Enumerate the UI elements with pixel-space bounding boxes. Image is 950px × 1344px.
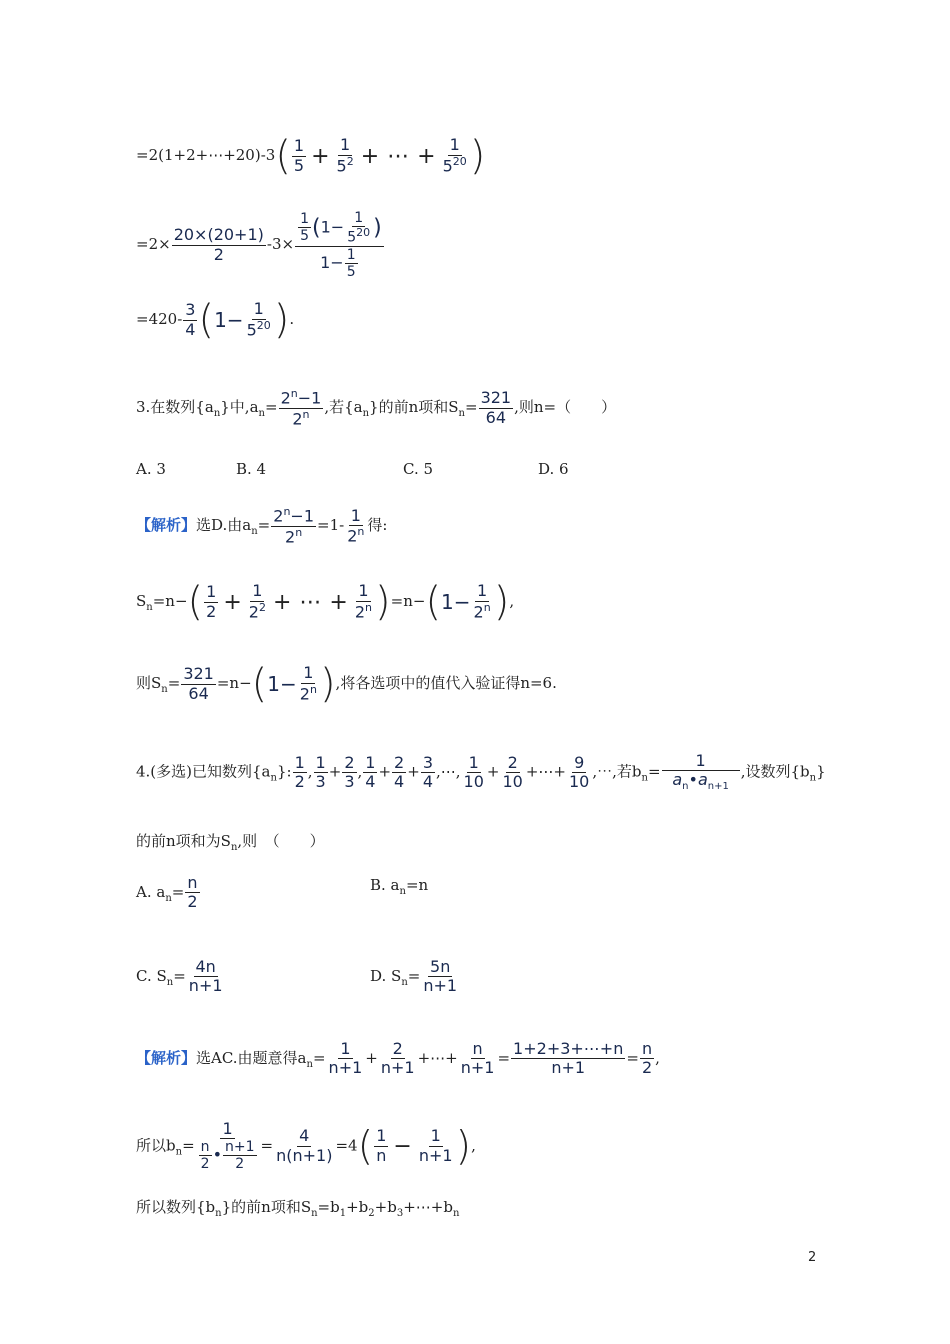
solution-4-sum: 所以数列$\{b_n\}$的前n项和$S_n=b_1+b_2+b_3+\cdots+b_n$: [136, 1198, 460, 1219]
solution-3-sum: $S_n=n-$( $\frac{1}{2}$ + $\frac{1}{2^2}$ + ⋯ + $\frac{1}{2^n}$ )=n−(1− $\frac{1}{2^n}$ ),: [136, 579, 515, 625]
solution-3: 【解析】选D.由$a_n=$ $\frac{2^n-1}{2^n}$ =1- $\frac{1}{2^n}$ 得:: [136, 505, 388, 547]
question-4-line2: 的前n项和为$S_n$,则 （ ）: [136, 832, 325, 853]
line-3: =420- $\frac{3}{4}$ (1− $\frac{1}{5^{20}}$ ).: [136, 297, 295, 343]
frac-1-5: $\frac{1}{5}$: [293, 136, 305, 175]
q4-option-d: D. $S_n=$ $\frac{5n}{n+1}$: [370, 957, 458, 996]
solution-tag: 【解析】: [136, 1048, 197, 1067]
q3-option-a: A. 3: [136, 460, 166, 478]
q3-option-c: C. 5: [403, 460, 434, 478]
q3-option-d: D. 6: [538, 460, 569, 478]
frac-geo: $\frac{1}{5}$ (1− $\frac{1}{5^{20}}$ ) 1− $\frac{1}{5}$: [295, 210, 384, 280]
q4-option-b: B. $a_n=n$: [370, 876, 429, 897]
solution-4: 【解析】选AC.由题意得$a_n=$ $\frac{1}{n+1}$ + $\frac{2}{n+1}$ +⋯+ $\frac{n}{n+1}$ = $\frac{1+2+3+\cdots+n}{n+1}$ = $\frac{n}{2}$ ,: [136, 1039, 660, 1078]
solution-4-bn: 所以$b_n=$ 1 $\frac{n}{2}$ • $\frac{n+1}{2}$ = $\frac{4}{n(n+1)}$ =4( $\frac{1}{n}$ − $\frac{1}{n+1}$ ),: [136, 1119, 476, 1173]
q4-option-a: A. $a_n=$ $\frac{n}{2}$: [136, 873, 198, 912]
frac-3-4: $\frac{3}{4}$: [185, 300, 196, 339]
q4-option-c: C. $S_n=$ $\frac{4n}{n+1}$: [136, 957, 223, 996]
frac-1-5pow20: $\frac{1}{5^{20}}$: [442, 135, 467, 176]
question-4: 4.(多选)已知数列$\{a_n\}$: $\frac{1}{2}$ , $\frac{1}{3}$ + $\frac{2}{3}$ , $\frac{1}{4}$ + $\frac{2}{4}$ + $\frac{3}{4}$ ,⋯, $\frac{1}{10}$ + $\frac{2}{10}$ +⋯+ $\frac{9}{10}$ ,⋯,若$b_n=$ $\frac{1}{a_n•a_{n+1}}$ ,设数列$\{b_n\}$: [136, 751, 826, 793]
page-number: 2: [808, 1250, 817, 1265]
line-1: =2(1+2+⋯+20)-3( $\frac{1}{5}$ + $\frac{1}{5^2}$ + ⋯ + $\frac{1}{5^{20}}$ ): [136, 133, 486, 179]
solution-3-verify: 则$S_n=$ $\frac{321}{64}$ =n−(1− $\frac{1}{2^n}$ ),将各选项中的值代入验证得n=6.: [136, 661, 557, 707]
line1-prefix: =2(1+2+⋯+20)-3: [136, 146, 276, 164]
solution-tag: 【解析】: [136, 516, 197, 535]
question-3: 3.在数列$\{a_n\}$中$,a_n=$ $\frac{2^n-1}{2^n}$ ,若$\{a_n\}$的前n项和$S_n=$ $\frac{321}{64}$ ,则n=（ ）: [136, 387, 617, 429]
line-2: =2× $\frac{20\times(20+1)}{2}$ -3× $\frac{1}{5}$ (1− $\frac{1}{5^{20}}$ ) 1− $\frac{1}{5}$: [136, 210, 382, 280]
frac-1-5sq: $\frac{1}{5^2}$: [336, 135, 354, 176]
q3-option-b: B. 4: [236, 460, 267, 478]
frac-sum: $\frac{20\times(20+1)}{2}$: [173, 225, 264, 264]
